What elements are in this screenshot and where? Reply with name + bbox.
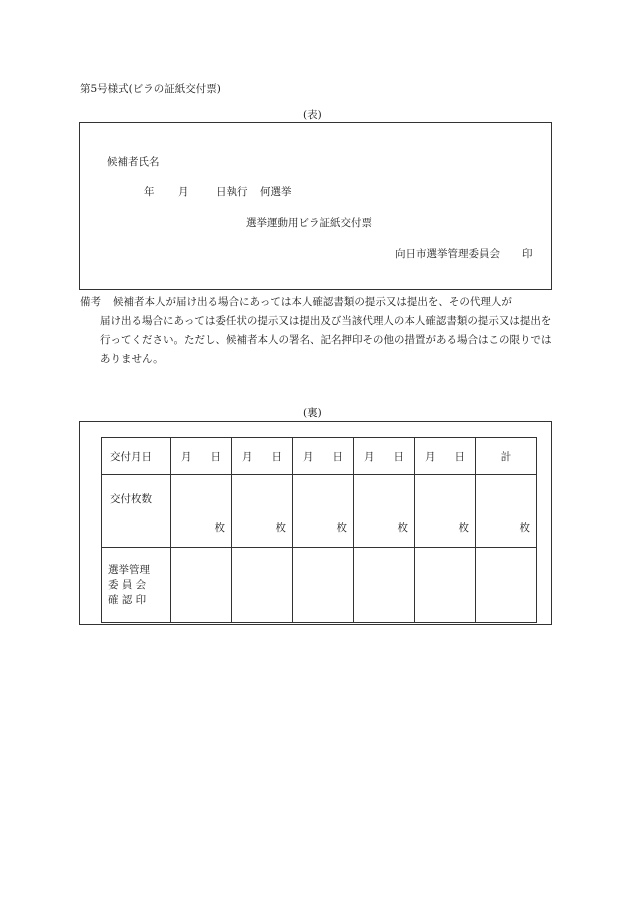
date-cell-3[interactable] [293,438,354,475]
day-label: 日 [271,450,282,463]
unit-label: 枚 [336,522,347,534]
unit-label: 枚 [458,522,469,534]
date-month: 月 [178,186,189,198]
row-label-stamp [102,548,171,623]
stamp-label-line1: 選挙管理 [108,563,150,576]
day-label: 日 [210,450,221,463]
day-label: 日 [454,450,465,463]
remarks-line1: 候補者本人が届け出る場合にあっては本人確認書類の提示又は提出を、その代理人が [113,296,512,308]
stamp-label-line3: 確 認 印 [108,593,147,606]
count-cell-4[interactable] [354,475,415,548]
unit-label: 枚 [275,522,286,534]
count-cell-total[interactable] [476,475,537,548]
issuer-seal: 印 [522,248,533,260]
date-cell-1[interactable] [171,438,232,475]
count-cell-5[interactable] [415,475,476,548]
table-row-date [102,438,537,475]
total-header: 計 [476,438,537,475]
month-label: 月 [425,450,436,463]
date-cell-4[interactable] [354,438,415,475]
table-row-stamp [102,548,537,623]
count-cell-2[interactable] [232,475,293,548]
count-cell-1[interactable] [171,475,232,548]
unit-label: 枚 [397,522,408,534]
date-day-execution: 日執行 [216,186,248,198]
unit-label: 枚 [214,522,225,534]
issuer-name: 向日市選挙管理委員会 [395,248,500,260]
remarks-line2: 届け出る場合にあっては委任状の提示又は提出及び当該代理人の本人確認書類の提示又は提出を行ってください。ただし、候補者本人の署名、記名押印その他の措置がある場合はこの限りではありません。 [100,315,552,365]
day-label: 日 [332,450,343,463]
date-cell-2[interactable] [232,438,293,475]
day-label: 日 [393,450,404,463]
count-cell-3[interactable] [293,475,354,548]
stamp-cell-total[interactable] [476,548,537,623]
stamp-cell-1[interactable] [171,548,232,623]
stamp-cell-2[interactable] [232,548,293,623]
row-label-count: 交付枚数 [102,475,171,548]
front-heading: (表) [303,109,322,121]
back-heading: (裏) [303,407,322,419]
stamp-label-line2: 委 員 会 [108,578,147,591]
stamp-cell-3[interactable] [293,548,354,623]
form-title: 第5号様式(ビラの証紙交付票) [80,83,221,95]
stamp-cell-5[interactable] [415,548,476,623]
remarks-label: 備考 [80,296,101,308]
election-name: 何選挙 [260,186,292,198]
month-label: 月 [181,450,192,463]
date-year: 年 [144,186,155,198]
issuance-table [101,437,537,623]
date-cell-5[interactable] [415,438,476,475]
table-row-count [102,475,537,548]
row-label-date: 交付月日 [102,438,171,475]
candidate-name-label: 候補者氏名 [107,156,160,168]
month-label: 月 [364,450,375,463]
front-box [79,122,552,290]
month-label: 月 [242,450,253,463]
month-label: 月 [303,450,314,463]
stamp-cell-4[interactable] [354,548,415,623]
certificate-title: 選挙運動用ビラ証紙交付票 [246,217,372,229]
unit-label: 枚 [519,522,530,534]
